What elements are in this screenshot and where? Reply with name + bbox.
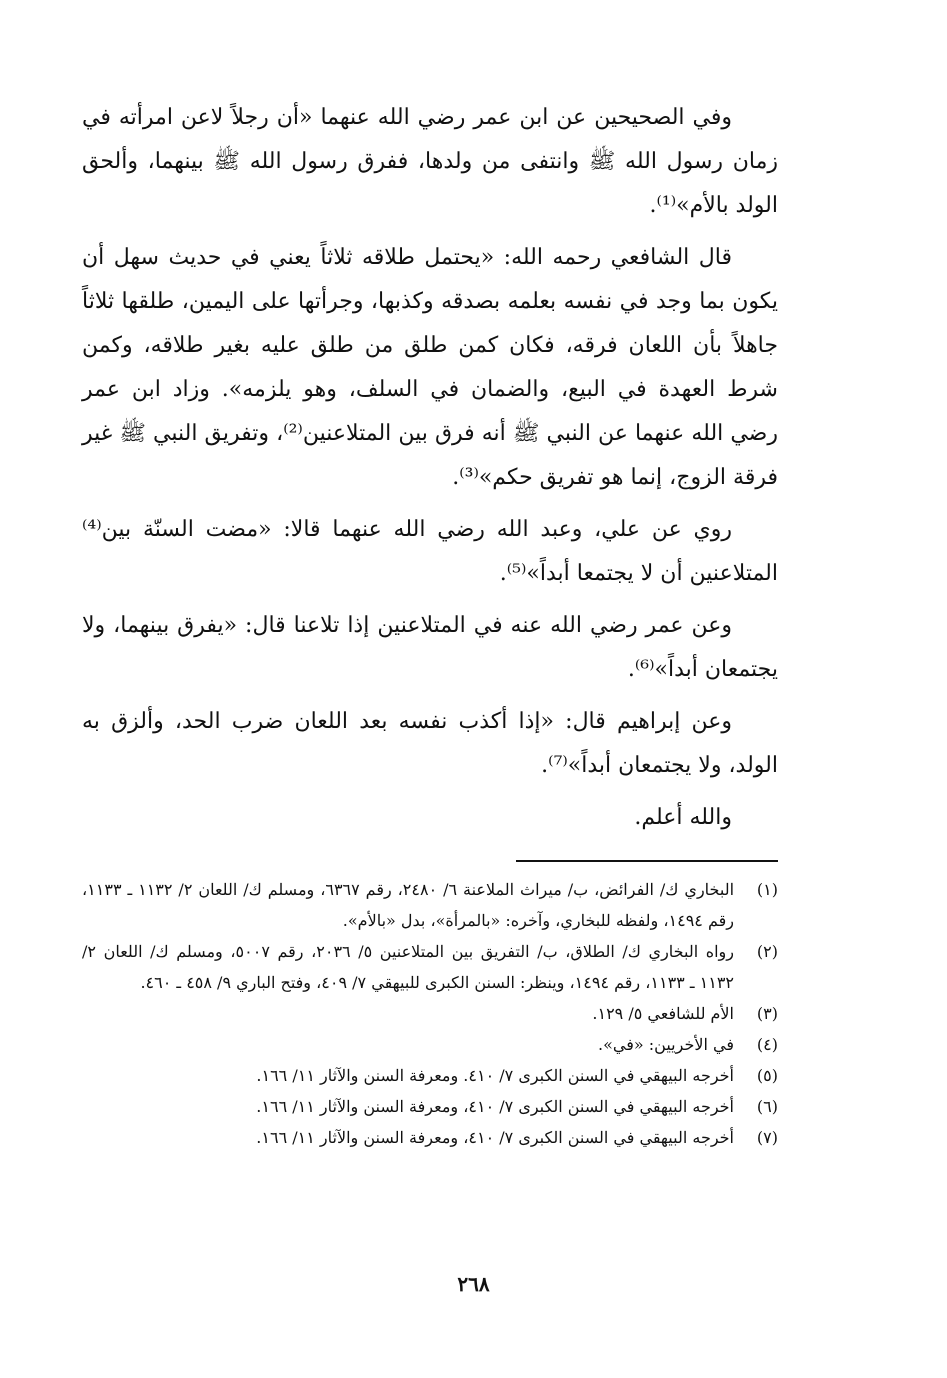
- page-number: ٢٦٨: [457, 1272, 490, 1296]
- footnote-number: (٥): [756, 1066, 778, 1085]
- footnote-text: رواه البخاري ك/ الطلاق، ب/ التفريق بين المتلاعنين ٥/ ٢٠٣٦، رقم ٥٠٠٧، ومسلم ك/ اللعان ٢/ ١١٣٢ ـ ١١٣٣، رقم ١٤٩٤، وينظر: السنن الكبرى للبيهقي ٧/ ٤٠٩، وفتح الباري ٩/ ٤٥٨ ـ ٤٦٠.: [82, 942, 735, 992]
- footnote-text: في الأخريين: «في».: [598, 1035, 734, 1054]
- footnote-2: [82, 936, 778, 998]
- footnote-1: [82, 874, 778, 936]
- paragraph-1: وفي الصحيحين عن ابن عمر رضي الله عنهما «أن رجلاً لاعن امرأته في زمان رسول الله ﷺ وانتفى من ولدها، ففرق رسول الله ﷺ بينهما، وألحق الولد بالأم»⁽¹⁾.: [82, 105, 778, 218]
- footnotes: [82, 874, 778, 1153]
- footnote-4: [82, 1029, 778, 1060]
- paragraph-2: قال الشافعي رحمه الله: «يحتمل طلاقه ثلاثاً يعني في حديث سهل أن يكون بما وجد في نفسه بعلمه بصدقه وكذبها، وجرأتها على اليمين، طلقها ثلاثاً جاهلاً بأن اللعان فرقه، فكان كمن طلق من طلق عليه بغير طلاقه، وكمن شرط العهدة في البيع، والضمان في السلف، وهو يلزمه». وزاد ابن عمر رضي الله عنهما عن النبي ﷺ أنه فرق بين المتلاعنين⁽²⁾، وتفريق النبي ﷺ غير فرقة الزوج، إنما هو تفريق حكم»⁽³⁾.: [82, 245, 778, 490]
- footnote-number: (٢): [756, 942, 778, 961]
- footnote-number: (١): [756, 880, 778, 899]
- footnote-number: (٣): [756, 1004, 778, 1023]
- footnote-number: (٦): [756, 1097, 778, 1116]
- footnote-number: (٤): [756, 1035, 778, 1054]
- closing-line: والله أعلم.: [634, 805, 732, 830]
- footnote-divider: [516, 860, 778, 862]
- footnote-text: أخرجه البيهقي في السنن الكبرى ٧/ ٤١٠، ومعرفة السنن والآثار ١١/ ١٦٦.: [256, 1128, 734, 1147]
- footnote-text: أخرجه البيهقي في السنن الكبرى ٧/ ٤١٠. ومعرفة السنن والآثار ١١/ ١٦٦.: [256, 1066, 734, 1085]
- footnote-text: الأم للشافعي ٥/ ١٢٩.: [592, 1004, 734, 1023]
- footnote-6: [82, 1091, 778, 1122]
- main-text: [82, 96, 778, 840]
- paragraph-5: وعن إبراهيم قال: «إذا أكذب نفسه بعد اللعان ضرب الحد، وألزق به الولد، ولا يجتمعان أبداً»⁽⁷⁾.: [82, 709, 778, 778]
- paragraph-3: روي عن علي، وعبد الله رضي الله عنهما قالا: «مضت السنّة بين⁽⁴⁾ المتلاعنين أن لا يجتمعا أبداً»⁽⁵⁾.: [82, 517, 778, 586]
- footnote-number: (٧): [756, 1128, 778, 1147]
- paragraph-4: وعن عمر رضي الله عنه في المتلاعنين إذا تلاعنا قال: «يفرق بينهما، ولا يجتمعان أبداً»⁽⁶⁾.: [82, 613, 778, 682]
- footnote-text: البخاري ك/ الفرائض، ب/ ميراث الملاعنة ٦/ ٢٤٨٠، رقم ٦٣٦٧، ومسلم ك/ اللعان ٢/ ١١٣٢ ـ ١١٣٣، رقم ١٤٩٤، ولفظه للبخاري، وآخره: «بالمرأة»، بدل «بالأم».: [82, 880, 735, 930]
- footnote-7: [82, 1122, 778, 1153]
- footnote-5: [82, 1060, 778, 1091]
- footnote-text: أخرجه البيهقي في السنن الكبرى ٧/ ٤١٠، ومعرفة السنن والآثار ١١/ ١٦٦.: [256, 1097, 734, 1116]
- footnote-3: [82, 998, 778, 1029]
